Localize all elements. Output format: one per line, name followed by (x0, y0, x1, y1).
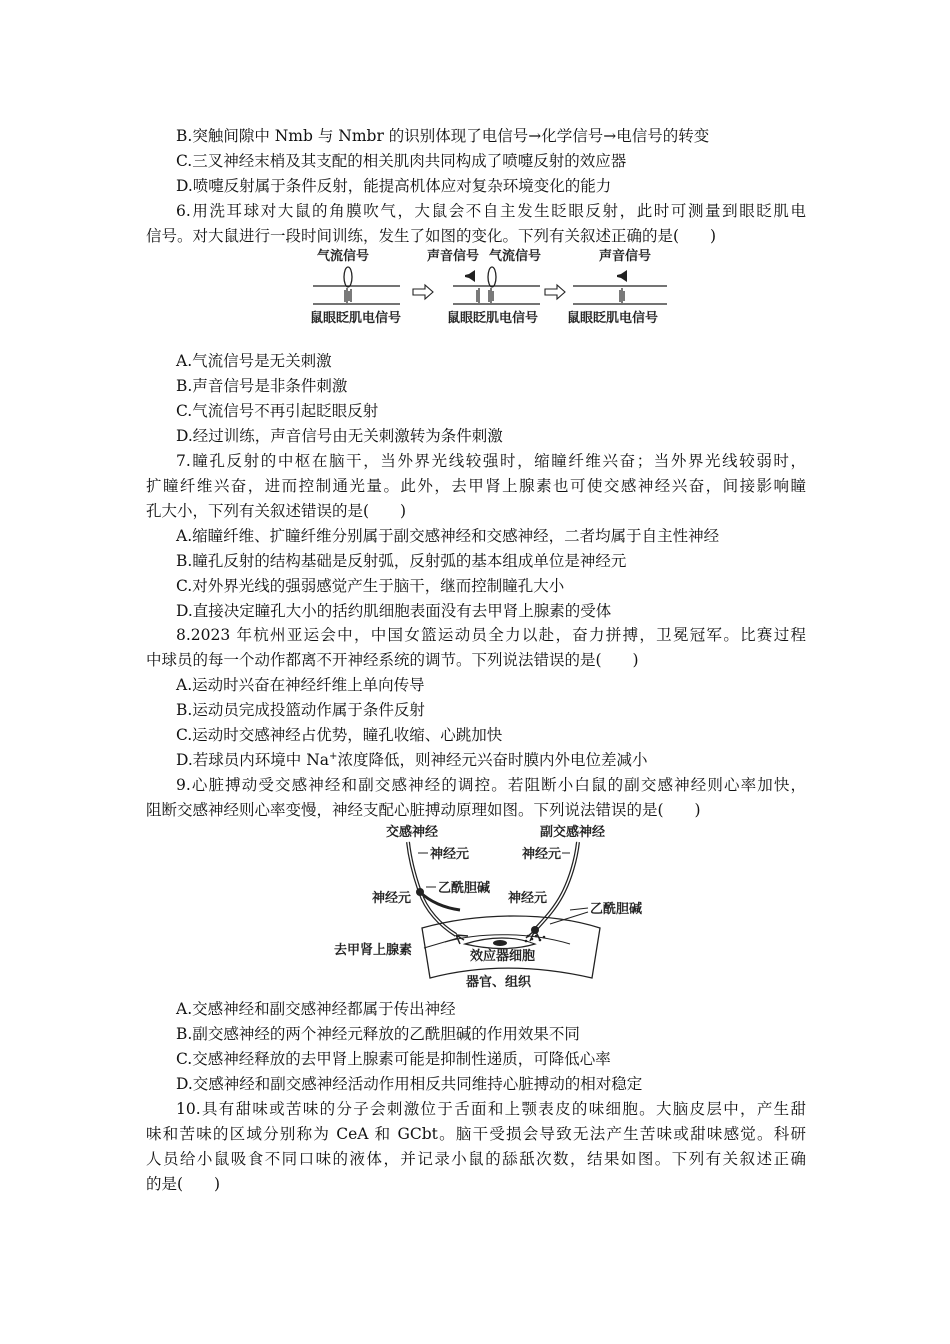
q5-option-d: D.喷嚏反射属于条件反射，能提高机体应对复杂环境变化的能力 (176, 177, 612, 195)
speaker-icon (465, 270, 475, 282)
q8-stem-line1: 8.2023 年杭州亚运会中，中国女篮运动员全力以赴，奋力拼搏，卫冕冠军。比赛过程 (176, 626, 806, 644)
fig2-caption: 鼠眼眨肌电信号 (447, 311, 539, 326)
neuron-right-top-label: 神经元 (522, 847, 562, 862)
fig3-caption: 鼠眼眨肌电信号 (567, 311, 659, 326)
effector-cell-label: 效应器细胞 (470, 949, 536, 964)
neuron-right-mid-label: 神经元 (508, 891, 548, 906)
air-puff-icon (344, 267, 352, 287)
q9-option-b: B.副交感神经的两个神经元释放的乙酰胆碱的作用效果不同 (176, 1025, 580, 1043)
q7-option-a: A.缩瞳纤维、扩瞳纤维分别属于副交感神经和交感神经，二者均属于自主性神经 (176, 527, 720, 545)
speaker-icon (617, 270, 627, 282)
q8-option-b: B.运动员完成投篮动作属于条件反射 (176, 701, 425, 719)
organ-tissue-outline (422, 916, 600, 978)
arrow-icon (545, 285, 565, 299)
q7-option-d: D.直接决定瞳孔大小的括约肌细胞表面没有去甲肾上腺素的受体 (176, 602, 612, 620)
arrow-icon (413, 285, 433, 299)
q7-stem-line1: 7.瞳孔反射的中枢在脑干，当外界光线较强时，缩瞳纤维兴奋；当外界光线较弱时， (176, 452, 806, 470)
q6-option-b: B.声音信号是非条件刺激 (176, 377, 348, 395)
q6-stem-line2: 信号。对大鼠进行一段时间训练，发生了如图的变化。下列有关叙述正确的是( ) (146, 227, 717, 245)
q5-option-c: C.三叉神经末梢及其支配的相关肌肉共同构成了喷嚏反射的效应器 (176, 152, 627, 170)
q8-option-d: D.若球员内环境中 Na+浓度降低，则神经元兴奋时膜内外电位差减小 (176, 750, 648, 769)
q10-stem-line4: 的是( ) (146, 1175, 221, 1193)
q6-stem-line1: 6.用洗耳球对大鼠的角膜吹气，大鼠会不自主发生眨眼反射，此时可测量到眼眨肌电 (176, 202, 806, 220)
ach-right-label: 乙酰胆碱 (590, 902, 643, 917)
fig1-caption: 鼠眼眨肌电信号 (310, 311, 402, 326)
q8-option-c: C.运动时交感神经占优势，瞳孔收缩、心跳加快 (176, 726, 503, 744)
q10-stem-line3: 人员给小鼠吸食不同口味的液体，并记录小鼠的舔舐次数，结果如图。下列有关叙述正确 (146, 1150, 806, 1168)
q9-option-c: C.交感神经释放的去甲肾上腺素可能是抑制性递质，可降低心率 (176, 1050, 611, 1068)
sympathetic-label: 交感神经 (386, 825, 439, 840)
air-puff-icon (488, 267, 496, 287)
q9-heart-innervation-figure (330, 820, 643, 995)
q6-option-c: C.气流信号不再引起眨眼反射 (176, 402, 379, 420)
q9-stem-line2: 阻断交感神经则心率变慢，神经支配心脏搏动原理如图。下列说法错误的是( ) (146, 801, 701, 819)
q8-stem-line2: 中球员的每一个动作都离不开神经系统的调节。下列说法错误的是( ) (146, 651, 639, 669)
q6-option-a: A.气流信号是无关刺激 (176, 352, 332, 370)
q7-option-c: C.对外界光线的强弱感觉产生于脑干，继而控制瞳孔大小 (176, 577, 565, 595)
neuron-left-mid-label: 神经元 (372, 891, 412, 906)
fig2-air-label: 气流信号 (489, 249, 542, 264)
emg-burst-icon (477, 288, 493, 303)
q6-conditioning-figure (305, 246, 675, 328)
q7-stem-line3: 孔大小，下列有关叙述错误的是( ) (146, 502, 407, 520)
q8-option-a: A.运动时兴奋在神经纤维上单向传导 (176, 676, 425, 694)
organ-tissue-label: 器官、组织 (466, 975, 532, 990)
emg-burst-icon (345, 288, 351, 303)
q9-option-a: A.交感神经和副交感神经都属于传出神经 (176, 1000, 456, 1018)
norepinephrine-label: 去甲肾上腺素 (334, 943, 413, 958)
fig1-air-label: 气流信号 (317, 249, 370, 264)
q10-stem-line2: 味和苦味的区域分别称为 CeA 和 GCbt。脑干受损会导致无法产生苦味或甜味感觉。科研 (146, 1125, 806, 1143)
q5-option-b: B.突触间隙中 Nmb 与 Nmbr 的识别体现了电信号→化学信号→电信号的转变 (176, 127, 710, 145)
fig2-sound-label: 声音信号 (427, 249, 480, 264)
emg-burst-icon (620, 288, 624, 303)
ach-left-label: 乙酰胆碱 (438, 881, 491, 896)
parasympathetic-label: 副交感神经 (540, 825, 606, 840)
q9-option-d: D.交感神经和副交感神经活动作用相反共同维持心脏搏动的相对稳定 (176, 1075, 643, 1093)
q6-option-d: D.经过训练，声音信号由无关刺激转为条件刺激 (176, 427, 503, 445)
q7-option-b: B.瞳孔反射的结构基础是反射弧，反射弧的基本组成单位是神经元 (176, 552, 627, 570)
neuron-left-top-label: 神经元 (430, 847, 470, 862)
q10-stem-line1: 10.具有甜味或苦味的分子会刺激位于舌面和上颚表皮的味细胞。大脑皮层中，产生甜 (176, 1100, 806, 1118)
q9-stem-line1: 9.心脏搏动受交感神经和副交感神经的调控。若阻断小白鼠的副交感神经则心率加快， (176, 776, 806, 794)
fig3-sound-label: 声音信号 (599, 249, 652, 264)
q7-stem-line2: 扩瞳纤维兴奋，进而控制通光量。此外，去甲肾上腺素也可使交感神经兴奋，间接影响瞳 (146, 477, 806, 495)
